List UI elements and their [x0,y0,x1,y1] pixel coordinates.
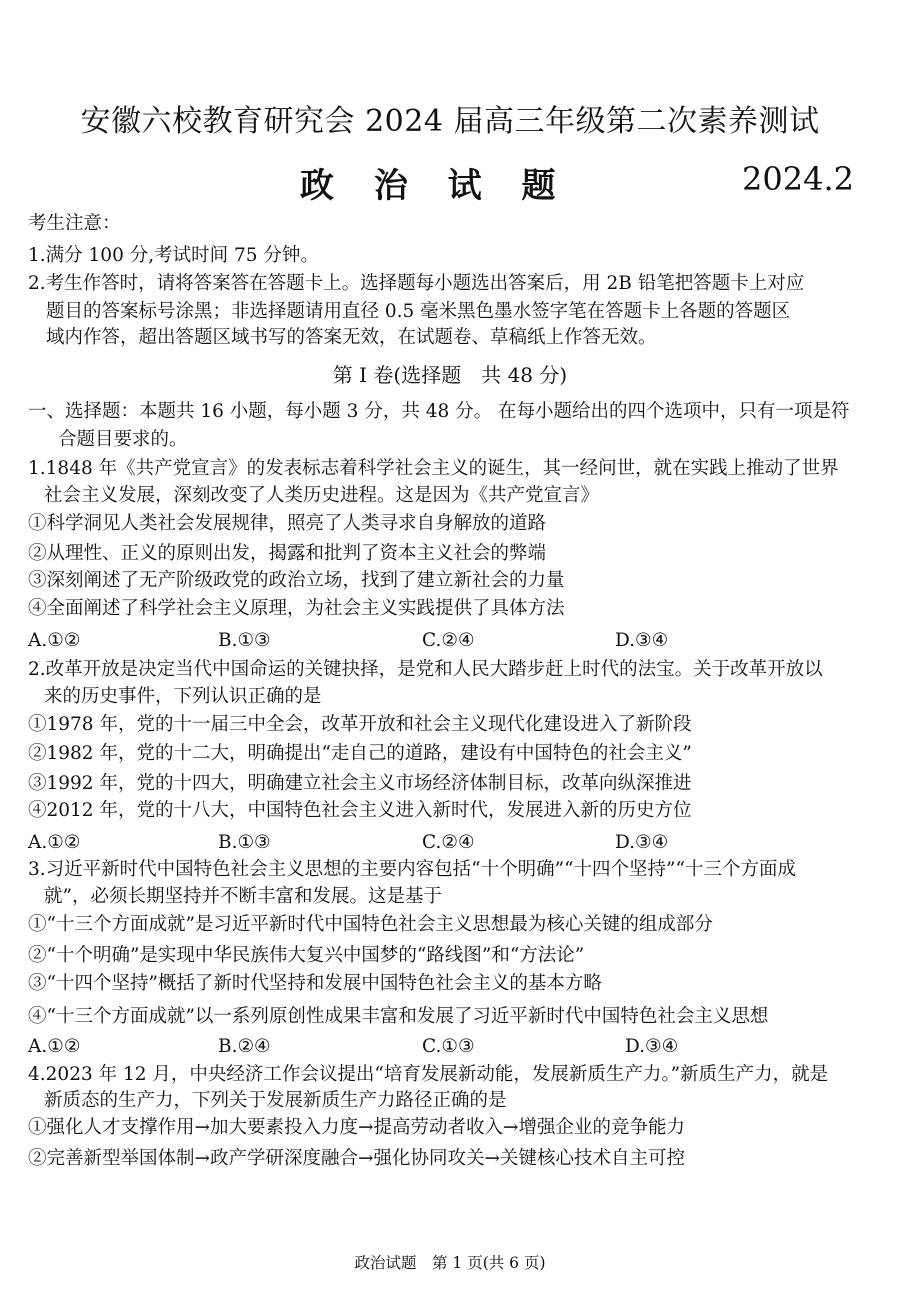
q4-stem-line-1: 4.2023 年 12 月，中央经济工作会议提出“培育发展新动能，发展新质生产力。”新质生产力，就是 [28,1064,829,1085]
q1-stem-line-2: 社会主义发展，深刻改变了人类历史进程。这是因为《共产党宣言》 [44,485,600,506]
q2-statement-1: ①1978 年，党的十一届三中全会，改革开放和社会主义现代化建设进入了新阶段 [28,714,692,735]
page-footer: 政治试题 第 1 页(共 6 页) [354,1254,546,1272]
q1-option-a[interactable]: A.①② [28,630,81,651]
section-title: 第 I 卷(选择题 共 48 分) [332,363,568,387]
q4-statement-1: ①强化人才支撑作用→加大要素投入力度→提高劳动者收入→增强企业的竞争能力 [28,1117,686,1138]
notice-item-1: 1.满分 100 分,考试时间 75 分钟。 [28,245,319,266]
q1-stem-line-1: 1.1848 年《共产党宣言》的发表标志着科学社会主义的诞生，其一经问世，就在实践上推动了世界 [28,458,839,479]
q1-statement-4: ④全面阐述了科学社会主义原理，为社会主义实践提供了具体方法 [28,598,565,619]
exam-title: 安徽六校教育研究会 2024 届高三年级第二次素养测试 [80,104,820,139]
q2-statement-3: ③1992 年，党的十四大，明确建立社会主义市场经济体制目标，改革向纵深推进 [28,773,692,794]
q4-stem-line-2: 新质态的生产力，下列关于发展新质生产力路径正确的是 [44,1090,507,1111]
q3-stem-line-2: 就”，必须长期坚持并不断丰富和发展。这是基于 [44,886,442,907]
q2-statement-4: ④2012 年，党的十八大，中国特色社会主义进入新时代，发展进入新的历史方位 [28,800,692,821]
q1-option-b[interactable]: B.①③ [218,630,271,651]
part-intro-line-2: 合题目要求的。 [58,429,188,450]
q1-statement-2: ②从理性、正义的原则出发，揭露和批判了资本主义社会的弊端 [28,543,547,564]
q1-statement-3: ③深刻阐述了无产阶级政党的政治立场，找到了建立新社会的力量 [28,570,565,591]
q3-option-a[interactable]: A.①② [28,1036,81,1057]
q3-option-c[interactable]: C.①③ [422,1036,475,1057]
q1-option-c[interactable]: C.②④ [422,630,475,651]
q2-stem-line-2: 来的历史事件，下列认识正确的是 [44,686,322,707]
exam-date: 2024.2 [742,160,854,198]
part-intro-line-1: 一、选择题：本题共 16 小题，每小题 3 分，共 48 分。 在每小题给出的四个选项中，只有一项是符 [28,401,850,422]
subject-title: 政 治 试 题 [300,166,570,206]
q2-statement-2: ②1982 年，党的十二大，明确提出“走自己的道路，建设有中国特色的社会主义” [28,743,692,764]
q2-stem-line-1: 2.改革开放是决定当代中国命运的关键抉择，是党和人民大踏步赶上时代的法宝。关于改革开放以 [28,659,823,680]
q3-statement-3: ③“十四个坚持”概括了新时代坚持和发展中国特色社会主义的基本方略 [28,973,602,994]
notice-item-2-line-2: 题目的答案标号涂黑；非选择题请用直径 0.5 毫米黑色墨水签字笔在答题卡上各题的答题区 [46,301,791,322]
q3-option-d[interactable]: D.③④ [625,1036,679,1057]
notice-item-2-line-1: 2.考生作答时，请将答案答在答题卡上。选择题每小题选出答案后，用 2B 铅笔把答题卡上对应 [28,273,805,294]
q3-option-b[interactable]: B.②④ [218,1036,271,1057]
q2-option-d[interactable]: D.③④ [615,832,669,853]
q2-option-c[interactable]: C.②④ [422,832,475,853]
q4-statement-2: ②完善新型举国体制→政产学研深度融合→强化协同攻关→关键核心技术自主可控 [28,1148,686,1169]
notice-item-2-line-3: 域内作答，超出答题区域书写的答案无效，在试题卷、草稿纸上作答无效。 [46,327,657,348]
q1-option-d[interactable]: D.③④ [615,630,669,651]
notice-heading: 考生注意： [28,213,121,234]
q3-statement-4: ④“十三个方面成就”以一系列原创性成果丰富和发展了习近平新时代中国特色社会主义思想 [28,1006,769,1027]
q3-statement-2: ②“十个明确”是实现中华民族伟大复兴中国梦的“路线图”和“方法论” [28,945,585,966]
q2-option-b[interactable]: B.①③ [218,832,271,853]
q2-option-a[interactable]: A.①② [28,832,81,853]
q1-statement-1: ①科学洞见人类社会发展规律，照亮了人类寻求自身解放的道路 [28,513,547,534]
q3-stem-line-1: 3.习近平新时代中国特色社会主义思想的主要内容包括“十个明确”“十四个坚持”“十三个方面成 [28,859,796,880]
q3-statement-1: ①“十三个方面成就”是习近平新时代中国特色社会主义思想最为核心关键的组成部分 [28,914,713,935]
